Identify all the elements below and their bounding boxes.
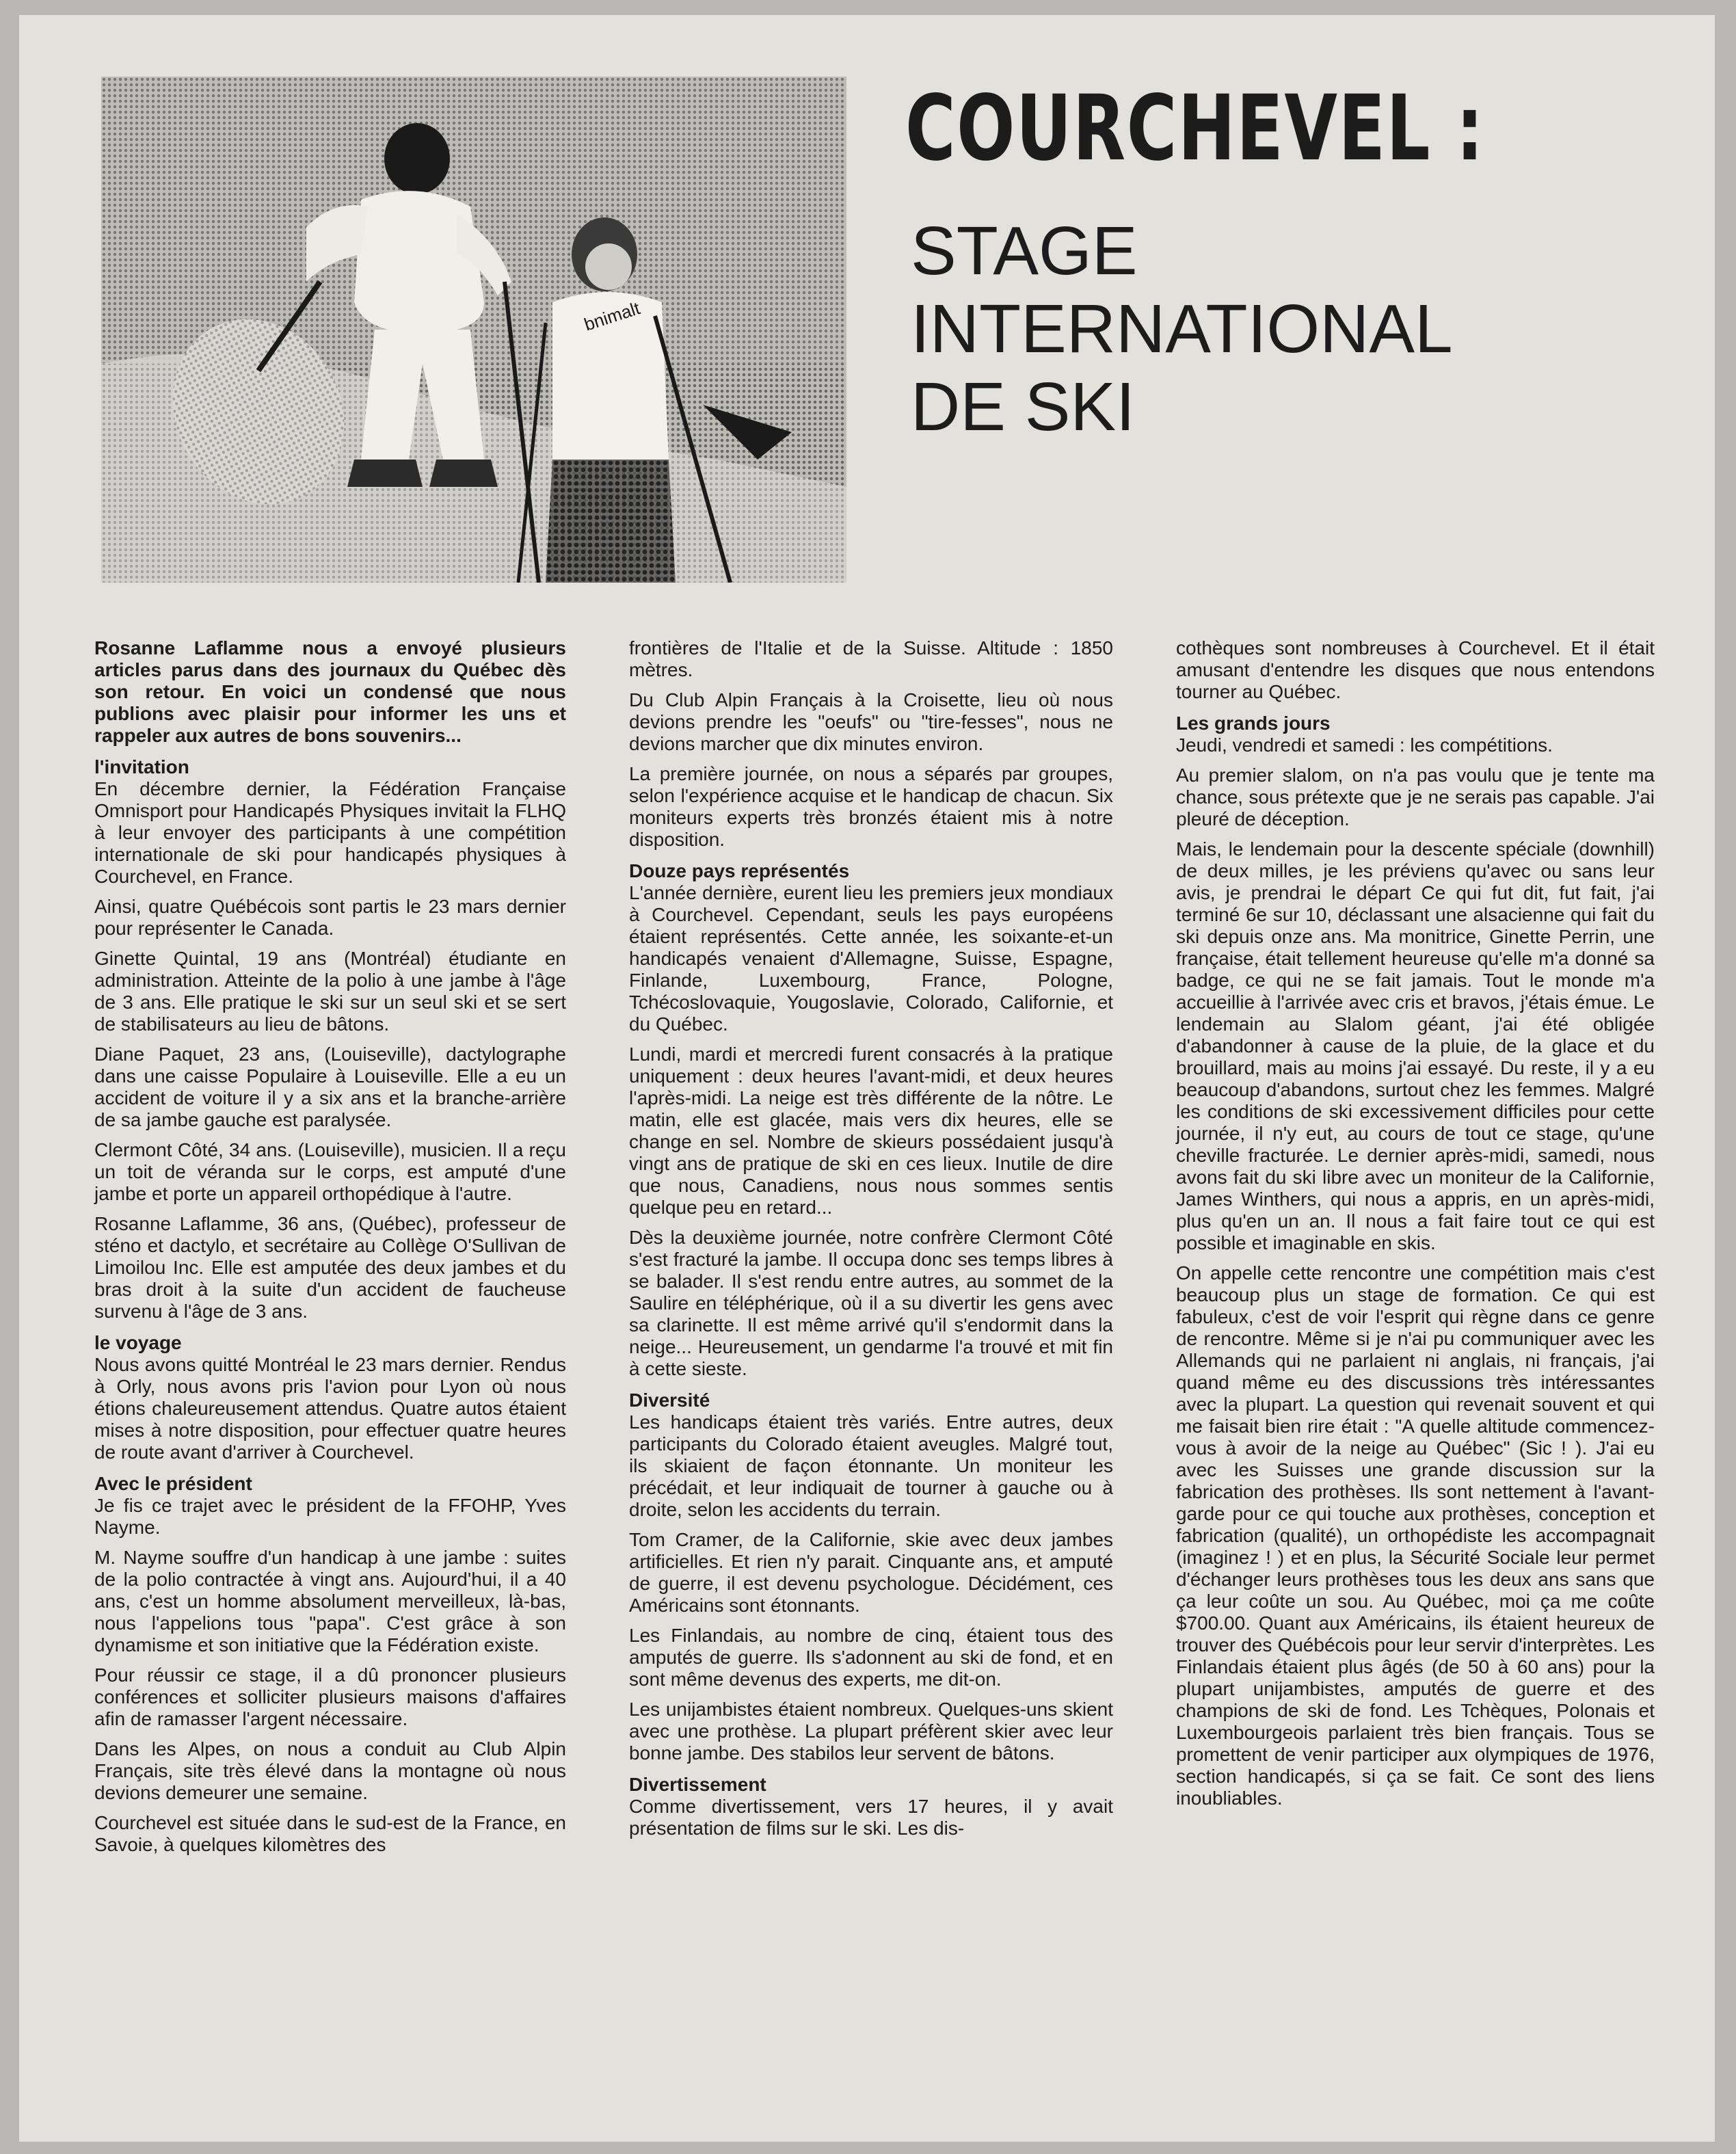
paragraph: Jeudi, vendredi et samedi : les compétitions. xyxy=(1176,734,1553,756)
paragraph: cothèques sont nombreuses à Courchevel. Et il était amusant d'entendre les disques que nous entendons tourner au Québec. xyxy=(1176,637,1655,702)
paragraph: frontières de l'Italie et de la Suisse. Altitude : 1850 mètres. xyxy=(629,637,1113,680)
paragraph: Ainsi, quatre Québécois sont partis le 23 mars dernier pour représenter le Canada. xyxy=(94,896,566,939)
paragraph: Au premier slalom, on n'a pas voulu que je tente ma chance, sous prétexte que je ne serais pas capable. J'ai pleuré de déception. xyxy=(1176,764,1655,829)
paragraph: Je fis ce trajet avec le président de la FFOHP, Yves Nayme. xyxy=(94,1495,566,1538)
paragraph: Courchevel est située dans le sud-est de la France, en Savoie, à quelques kilomètres des xyxy=(94,1812,566,1855)
paragraph: Les Finlandais, au nombre de cinq, étaient tous des amputés de guerre. Ils s'adonnent au ski de fond, et en sont même devenus des experts, me dit-on. xyxy=(629,1625,1113,1690)
article-column-2 xyxy=(629,637,1113,1839)
paragraph: Les unijambistes étaient nombreux. Quelques-uns skient avec une prothèse. La plupart préfèrent skier avec leur bonne jambe. Des stabilos leur servent de bâtons. xyxy=(629,1699,1113,1764)
article-subtitle: STAGE INTERNATIONAL DE SKI xyxy=(911,213,1453,445)
paragraph: Clermont Côté, 34 ans. (Louiseville), musicien. Il a reçu un toit de véranda sur le corps, est amputé d'une jambe et porte un appareil orthopédique à l'autre. xyxy=(94,1139,566,1204)
paragraph: Mais, le lendemain pour la descente spéciale (downhill) de deux milles, je les préviens qu'avec ou sans leur avis, je prendrai le départ Ce qui fut dit, fut fait, j'ai terminé 6e sur 10, déclassant une alsacienne qui fait du ski depuis onze ans. Ma monitrice, Ginette Perrin, une française, était tellement heureuse qu'elle m'a donné sa badge, ce qui ne se fait jamais. Tout le monde m'a accueillie à l'arrivée avec cris et bravos, j'étais émue. Le lendemain au Slalom géant, j'ai été obligée d'abandonner à cause de la pluie, de la glace et du brouillard, mais au moins j'ai essayé. Du reste, il y a eu beaucoup d'abandons, surtout chez les femmes. Malgré les conditions de ski excessivement difficiles pour cette journée, il n'y eut, au cours de tout ce stage, qu'une cheville fracturée. Le dernier après-midi, samedi, nous avons fait du ski libre avec un moniteur de la Californie, James Winthers, qui nous a appris, en un après-midi, plus qu'en un an. Il nous a fait faire tout ce qui est possible et imaginable en skis. xyxy=(1176,838,1655,1253)
paragraph: On appelle cette rencontre une compétition mais c'est beaucoup plus un stage de formation. Ce qui est fabuleux, c'est de voir l'esprit qui règne dans ce genre de rencontre. Même si je n'ai pu communiquer avec les Allemands qui ne parlaient ni anglais, ni français, j'ai quand même eu des discussions très intéressantes avec la plupart. La question qui revenait souvent et qui me faisait bien rire était : "A quelle altitude commencez-vous à avoir de la neige au Québec" (Sic ! ). J'ai eu avec les Suisses une grande discussion sur la fabrication des prothèses. Ils sont nettement à l'avant-garde pour ce qui touche aux prothèses, conception et fabrication (qualité), un orthopédiste les accompagnait (imaginez ! ) et en plus, la Sécurité Sociale leur permet d'échanger leurs prothèses tous les deux ans sans que ça leur coûte un sou. Au Québec, moi ça me coûte $700.00. Quant aux Américains, ils étaient heureux de trouver des Québécois pour leur servir d'interprètes. Les Finlandais étaient plus âgés (de 50 à 60 ans) pour la plupart unijambistes, amputés de guerre et des champions de ski de fond. Les Tchèques, Polonais et Luxembourgeois parlaient très bien français. Tous se promettent de venir participer aux olympiques de 1976, section handicapés, si ça se fait. Ce sont des liens inoubliables. xyxy=(1176,1262,1655,1809)
article-column-3 xyxy=(1176,637,1655,1809)
paragraph: Nous avons quitté Montréal le 23 mars dernier. Rendus à Orly, nous avons pris l'avion pour Lyon où nous étions chaleureusement attendus. Quatre autos étaient mises à notre disposition, pour effectuer quatre heures de route avant d'arriver à Courchevel. xyxy=(94,1354,566,1463)
article-column-1 xyxy=(94,637,566,1856)
article-title: COURCHEVEL : xyxy=(905,76,1485,181)
article-intro: Rosanne Laflamme nous a envoyé plusieurs articles parus dans des journaux du Québec dès son retour. En voici un condensé que nous publions avec plaisir pour informer les uns et rappeler aux autres de bons souvenirs... xyxy=(94,637,566,746)
section-heading-invitation: l'invitation xyxy=(94,756,189,777)
paragraph: L'année dernière, eurent lieu les premiers jeux mondiaux à Courchevel. Cependant, seuls les pays européens étaient représentés. Cette année, les soixante-et-un handicapés venaient d'Allemagne, Suisse, Espagne, Finlande, Luxembourg, France, Pologne, Tchécoslovaquie, Yougoslavie, Colorado, Californie, et du Québec. xyxy=(629,882,1113,1035)
paragraph: Dès la deuxième journée, notre confrère Clermont Côté s'est fracturé la jambe. Il occupa donc ses temps libres à se balader. Il s'est rendu entre autres, au sommet de la Saulire en téléphérique, où il a su divertir les gens avec sa clarinette. Il est même arrivé qu'il s'endormit dans la neige... Heureusement, un gendarme l'a trouvé et mit fin à cette sieste. xyxy=(629,1227,1113,1379)
paragraph: M. Nayme souffre d'un handicap à une jambe : suites de la polio contractée à vingt ans. Aujourd'hui, il a 40 ans, c'est un homme absolument merveilleux, là-bas, nous l'appelions tous "papa". C'est grâce à son dynamisme et son initiative que la Fédération existe. xyxy=(94,1547,566,1656)
newspaper-clipping xyxy=(19,15,1715,2142)
section-heading-douze-pays: Douze pays représentés xyxy=(629,860,850,881)
paragraph: Rosanne Laflamme, 36 ans, (Québec), professeur de sténo et dactylo, et secrétaire au Collège O'Sullivan de Limoilou Inc. Elle est amputée des deux jambes et du bras droit à la suite d'un accident de faucheuse survenu à l'âge de 3 ans. xyxy=(94,1213,566,1322)
paragraph: Lundi, mardi et mercredi furent consacrés à la pratique uniquement : deux heures l'avant-midi, et deux heures l'après-midi. La neige est très différente de la nôtre. Le matin, elle est glacée, mais vers dix heures, elle se change en sel. Nombre de skieurs possédaient jusqu'à vingt ans de pratique de ski en ces lieux. Inutile de dire que nous, Canadiens, nous nous sommes sentis quelque peu en retard... xyxy=(629,1043,1113,1218)
paragraph: Dans les Alpes, on nous a conduit au Club Alpin Français, site très élevé dans la montagne où nous devions demeurer une semaine. xyxy=(94,1738,566,1803)
skiers-photo-drawing xyxy=(101,77,846,583)
section-heading-president: Avec le président xyxy=(94,1473,252,1494)
paragraph: Du Club Alpin Français à la Croisette, lieu où nous devions prendre les "oeufs" ou "tire-fesses", nous ne devions marcher que dix minutes environ. xyxy=(629,689,1113,754)
paragraph: En décembre dernier, la Fédération Française Omnisport pour Handicapés Physiques invitait la FLHQ à leur envoyer des participants à une compétition internationale de ski pour handicapés physiques à Courchevel, en France. xyxy=(94,778,566,887)
paragraph: La première journée, on nous a séparés par groupes, selon l'expérience acquise et le handicap de chacun. Six moniteurs experts très bronzés étaient mis à notre disposition. xyxy=(629,763,1113,850)
section-heading-voyage: le voyage xyxy=(94,1332,182,1353)
paragraph: Diane Paquet, 23 ans, (Louiseville), dactylographe dans une caisse Populaire à Louiseville. Elle a eu un accident de voiture il y a six ans et la branche-arrière de sa jambe gauche est paralysée. xyxy=(94,1043,566,1130)
skiers-photo xyxy=(101,77,846,583)
paragraph: Les handicaps étaient très variés. Entre autres, deux participants du Colorado étaient aveugles. Malgré tout, ils skiaient de façon étonnante. Un moniteur les précédait, et leur indiquait de tourner à gauche ou à droite, selon les accidents du terrain. xyxy=(629,1411,1113,1520)
section-heading-divertissement: Divertissement xyxy=(629,1774,766,1795)
section-heading-grands-jours: Les grands jours xyxy=(1176,713,1331,734)
photo-bib-text: bnimalt xyxy=(581,297,643,335)
paragraph: Ginette Quintal, 19 ans (Montréal) étudiante en administration. Atteinte de la polio à une jambe à l'âge de 3 ans. Elle pratique le ski sur un seul ski et se sert de stabilisateurs au lieu de bâtons. xyxy=(94,948,566,1035)
paragraph: Comme divertissement, vers 17 heures, il y avait présentation de films sur le ski. Les dis- xyxy=(629,1796,1113,1839)
paragraph: Pour réussir ce stage, il a dû prononcer plusieurs conférences et solliciter plusieurs maisons d'affaires afin de ramasser l'argent nécessaire. xyxy=(94,1664,566,1729)
section-heading-diversite: Diversité xyxy=(629,1390,710,1411)
paragraph: Tom Cramer, de la Californie, skie avec deux jambes artificielles. Et rien n'y parait. Cinquante ans, et amputé de guerre, il est devenu psychologue. Décidément, ces Américains sont étonnants. xyxy=(629,1529,1113,1616)
